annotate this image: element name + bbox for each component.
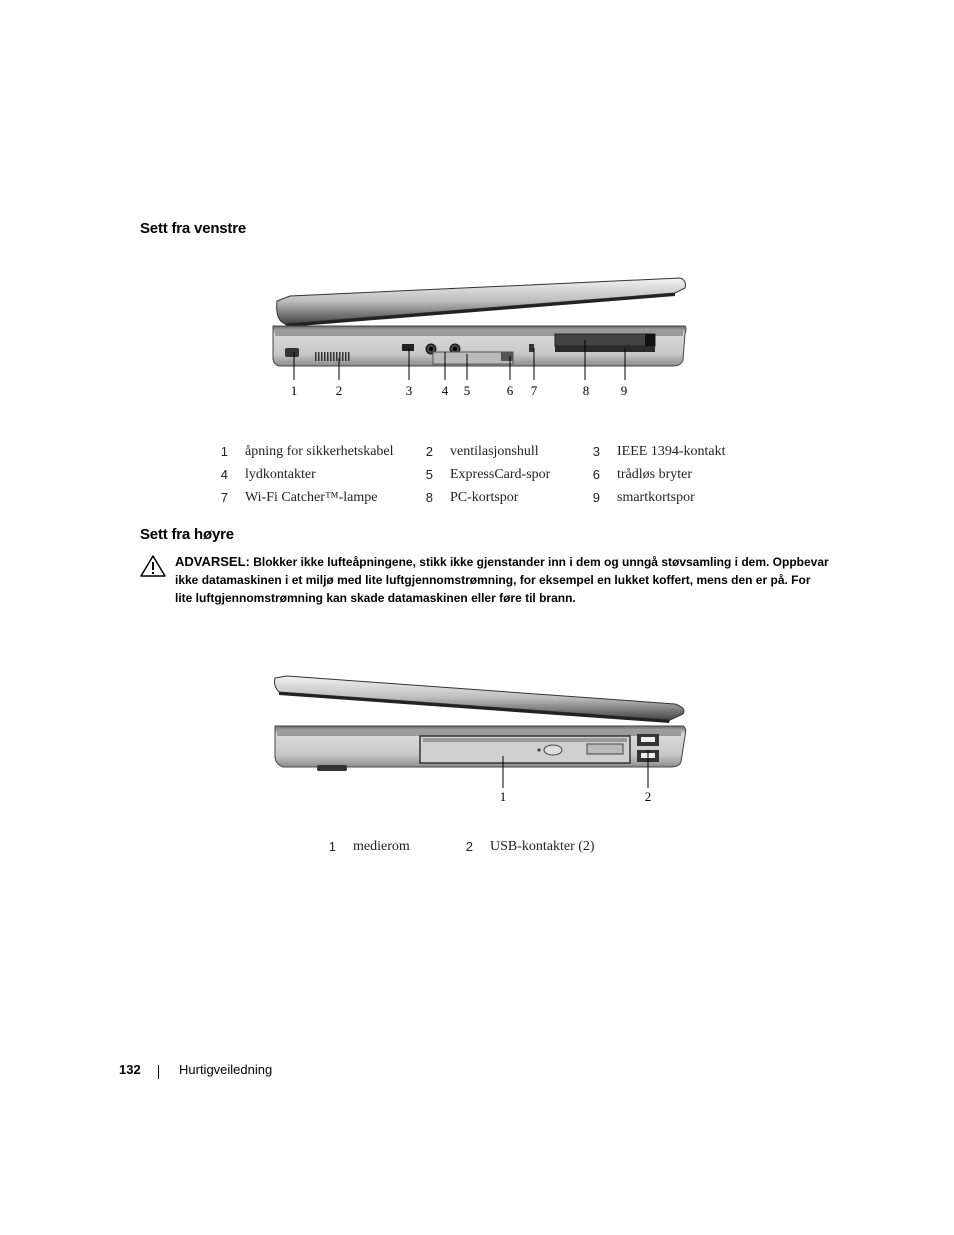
- legend-label: smartkortspor: [617, 490, 695, 505]
- legend-num: 6: [592, 467, 600, 482]
- legend-label: Wi-Fi Catcher™-lampe: [245, 490, 378, 505]
- callout-2: 2: [644, 789, 652, 804]
- laptop-right-side-illustration: [265, 670, 695, 790]
- laptop-left-side-illustration: [265, 268, 695, 380]
- warning-notice: [140, 553, 830, 607]
- left-legend-table: [200, 444, 725, 513]
- legend-row: [318, 839, 595, 862]
- footer-separator: [158, 1065, 159, 1079]
- page-number: 132: [119, 1062, 141, 1077]
- warning-body: Blokker ikke lufteåpningene, stikk ikke gjenstander inn i dem og unngå støvsamling i dem. Oppbevar ikke datamaskinen i et miljø med lite luftgjennomstrømning, for eksempel en lukket koffert, mens den er på. For lite luftgjennomstrømning kan skade datamaskinen eller føre til brann.: [175, 555, 829, 605]
- callout-1: 1: [290, 383, 298, 398]
- legend-label: IEEE 1394-kontakt: [617, 444, 726, 459]
- legend-label: medierom: [353, 839, 410, 854]
- legend-num: 8: [425, 490, 433, 505]
- legend-row: [200, 444, 725, 467]
- warning-label: ADVARSEL:: [175, 554, 250, 569]
- warning-text-block: [175, 553, 830, 607]
- legend-label: åpning for sikkerhetskabel: [245, 444, 394, 459]
- callout-8: 8: [582, 383, 590, 398]
- legend-label: ventilasjonshull: [450, 444, 539, 459]
- callout-3: 3: [405, 383, 413, 398]
- callout-7: 7: [530, 383, 538, 398]
- right-legend-table: [318, 839, 595, 862]
- callout-2: 2: [335, 383, 343, 398]
- callout-4: 4: [441, 383, 449, 398]
- heading-left-view: Sett fra venstre: [140, 220, 247, 237]
- legend-label: ExpressCard-spor: [450, 467, 551, 482]
- legend-row: [200, 490, 725, 513]
- callout-9: 9: [620, 383, 628, 398]
- callout-5: 5: [463, 383, 471, 398]
- legend-num: 7: [220, 490, 228, 505]
- legend-label: USB-kontakter (2): [490, 839, 595, 854]
- legend-num: 2: [425, 444, 433, 459]
- legend-num: 4: [220, 467, 228, 482]
- callout-1: 1: [499, 789, 507, 804]
- legend-num: 1: [328, 839, 336, 854]
- legend-label: PC-kortspor: [450, 490, 519, 505]
- legend-num: 9: [592, 490, 600, 505]
- legend-num: 2: [465, 839, 473, 854]
- legend-label: trådløs bryter: [617, 467, 693, 482]
- footer-doc-title: Hurtigveiledning: [179, 1062, 273, 1077]
- legend-num: 5: [425, 467, 433, 482]
- warning-triangle-icon: [140, 555, 166, 577]
- legend-label: lydkontakter: [245, 467, 316, 482]
- legend-row: [200, 467, 725, 490]
- heading-right-view: Sett fra høyre: [140, 526, 234, 543]
- callout-6: 6: [506, 383, 514, 398]
- legend-num: 3: [592, 444, 600, 459]
- legend-num: 1: [220, 444, 228, 459]
